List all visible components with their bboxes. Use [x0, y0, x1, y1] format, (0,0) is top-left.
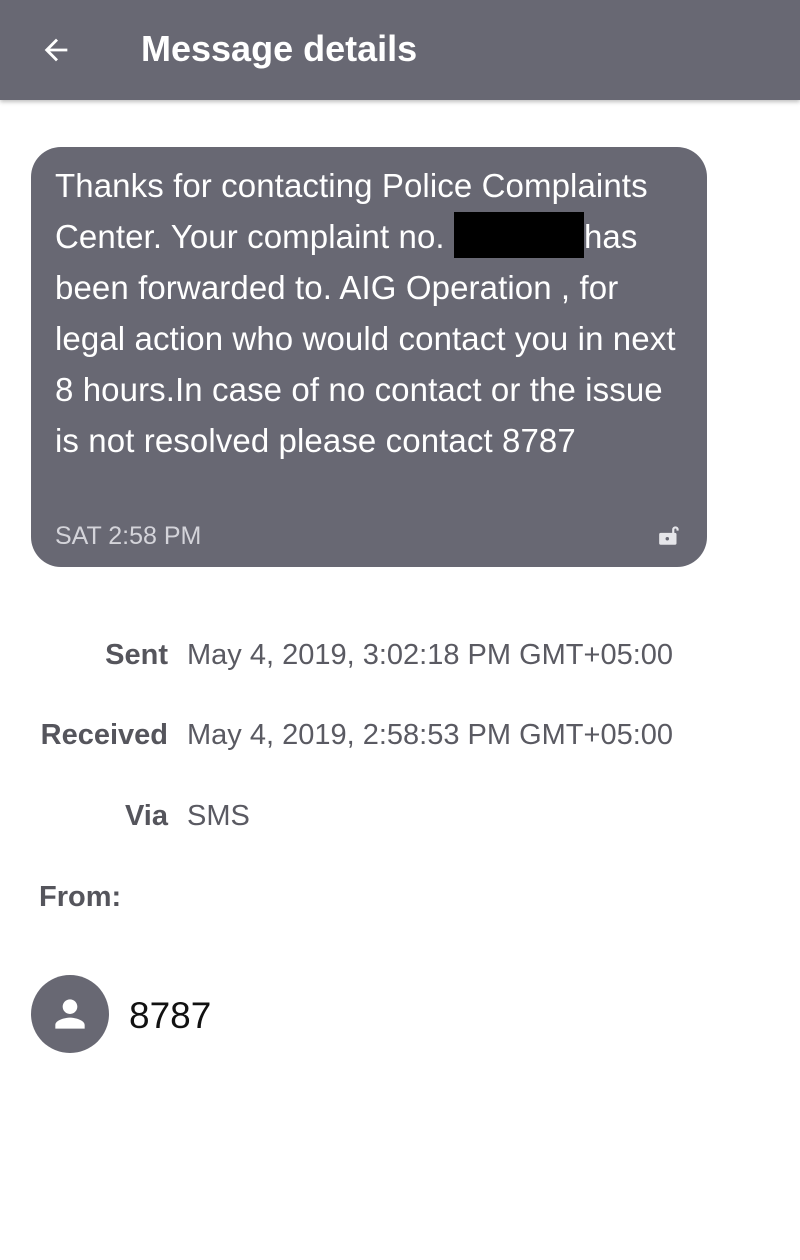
redaction-box	[454, 212, 584, 258]
person-icon	[48, 992, 92, 1036]
sent-value: May 4, 2019, 3:02:18 PM GMT+05:00	[187, 639, 674, 671]
sent-label: Sent	[105, 639, 168, 671]
arrow-back-icon	[39, 33, 73, 67]
via-label: Via	[124, 800, 168, 832]
message-timestamp: SAT 2:58 PM	[55, 522, 202, 550]
app-bar	[0, 0, 800, 100]
message-bubble[interactable]	[31, 147, 707, 567]
received-label: Received	[40, 719, 168, 751]
message-body	[55, 160, 695, 466]
back-button[interactable]	[30, 24, 82, 76]
received-value: May 4, 2019, 2:58:53 PM GMT+05:00	[187, 719, 674, 751]
via-value: SMS	[187, 800, 250, 832]
unlocked-icon	[657, 522, 683, 548]
message-text-part1: Thanks for contacting Police Complaints Center. Your complaint no.	[55, 167, 657, 255]
page-title: Message details	[141, 28, 418, 69]
message-text-part2: has been forwarded to. AIG Operation , for legal action who would contact you in next 8 hours.In case of no contact or the issue is not resolved please contact 8787	[55, 218, 685, 459]
sender-number[interactable]: 8787	[129, 995, 212, 1036]
from-label: From:	[39, 881, 122, 913]
avatar[interactable]	[31, 975, 109, 1053]
